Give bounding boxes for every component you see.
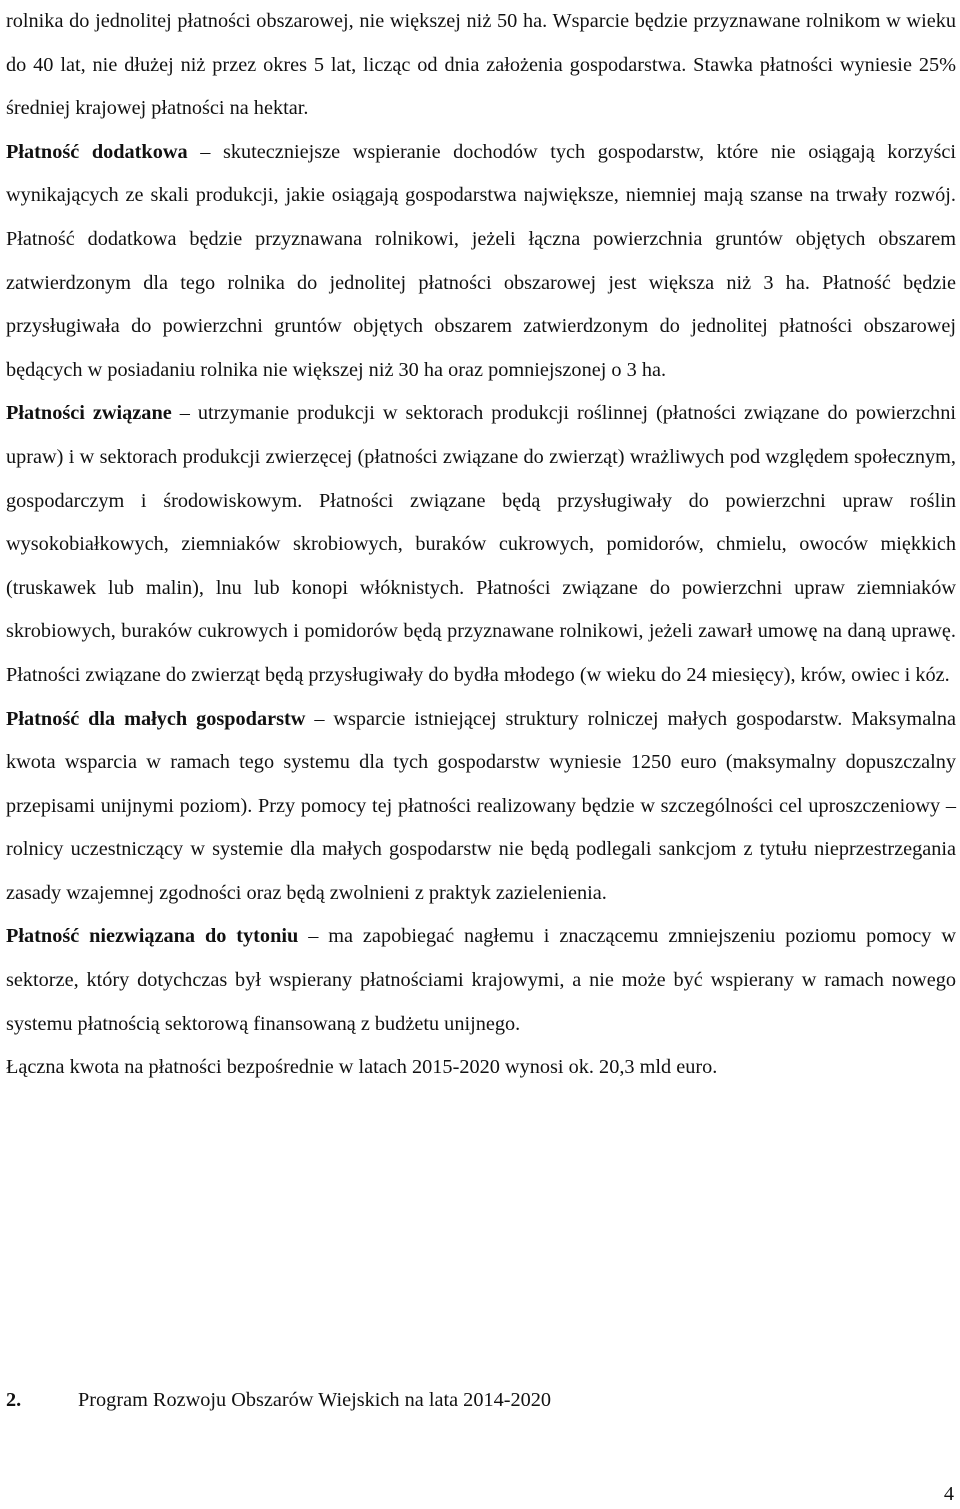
paragraph-dash: – xyxy=(200,140,211,163)
paragraph-lead: Płatności związane xyxy=(6,402,172,425)
paragraph-platnosci-zwiazane xyxy=(6,392,956,697)
paragraph-text: skuteczniejsze wspieranie dochodów tych gospodarstw, które nie osiągają korzyści wynikających ze skali produkcji, jakie osiągają gospodarstwa największe, niemniej mają szanse na trwały rozwój. Płatność dodatkowa będzie przyznawana rolnikowi, jeżeli łączna powierzchnia gruntów objętych obszarem zatwierdzonym dla tego rolnika do jednolitej płatności obszarowej jest większa niż 3 ha. Płatność będzie przysługiwała do powierzchni gruntów objętych obszarem zatwierdzonym do jednolitej płatności obszarowej będących w posiadaniu rolnika nie większej niż 30 ha oraz pomniejszonej o 3 ha. xyxy=(6,140,957,381)
paragraph-platnosc-dodatkowa xyxy=(6,131,956,393)
paragraph-text: Łączna kwota na płatności bezpośrednie w latach 2015-2020 wynosi ok. 20,3 mld euro. xyxy=(6,1056,718,1079)
page-number: 4 xyxy=(943,1483,954,1505)
paragraph-dash: – xyxy=(314,707,325,730)
paragraph-male-gospodarstwa xyxy=(6,698,956,916)
paragraph-continuation xyxy=(6,0,956,131)
paragraph-text: wsparcie istniejącej struktury rolniczej małych gospodarstw. Maksymalna kwota wsparcia w ramach tego systemu dla tych gospodarstw wyniesie 1250 euro (maksymalny dopuszczalny przepisami unijnymi poziom). Przy pomocy tej płatności realizowany będzie w szczególności cel uproszczeniowy – rolnicy uczestniczący w systemie dla małych gospodarstw nie będą podlegali sankcjom z tytułu nieprzestrzegania zasady wzajemnej zgodności oraz będą zwolnieni z praktyk zazielenienia. xyxy=(6,707,956,904)
paragraph-lead: Płatność dodatkowa xyxy=(6,140,188,163)
paragraph-dash: – xyxy=(308,925,319,948)
paragraph-tyton xyxy=(6,915,956,1046)
paragraph-laczna-kwota xyxy=(6,1046,956,1090)
paragraph-lead: Płatność dla małych gospodarstw xyxy=(6,707,306,730)
paragraph-text: utrzymanie produkcji w sektorach produkcji roślinnej (płatności związane do powierzchni upraw) i w sektorach produkcji zwierzęcej (płatności związane do zwierząt) wrażliwych pod względem społecznym, gospodarczym i środowiskowym. Płatności związane będą przysługiwały do powierzchni upraw roślin wysokobiałkowych, ziemniaków skrobiowych, buraków cukrowych, pomidorów, chmielu, owoców miękkich (truskawek lub malin), lnu lub konopi włóknistych. Płatności związane do powierzchni upraw ziemniaków skrobiowych, buraków cukrowych i pomidorów będą przyznawane rolnikowi, jeżeli zawarł umowę na daną uprawę. Płatności związane do zwierząt będą przysługiwały do bydła młodego (w wieku do 24 miesięcy), krów, owiec i kóz. xyxy=(6,402,956,686)
paragraph-lead: Płatność niezwiązana do tytoniu xyxy=(6,925,299,948)
paragraph-text: ma zapobiegać nagłemu i znaczącemu zmniejszeniu poziomu pomocy w sektorze, który dotychczas był wspierany płatnościami krajowymi, a nie może być wspierany w ramach nowego systemu płatnością sektorową finansowaną z budżetu unijnego. xyxy=(6,925,956,1035)
document-body xyxy=(6,0,956,1090)
section-heading xyxy=(6,1386,551,1414)
section-number: 2. xyxy=(6,1389,22,1411)
section-title: Program Rozwoju Obszarów Wiejskich na lata 2014-2020 xyxy=(78,1389,552,1411)
paragraph-text: rolnika do jednolitej płatności obszarowej, nie większej niż 50 ha. Wsparcie będzie przyznawane rolnikom w wieku do 40 lat, nie dłużej niż przez okres 5 lat, licząc od dnia założenia gospodarstwa. Stawka płatności wyniesie 25% średniej krajowej płatności na hektar. xyxy=(6,10,956,120)
paragraph-dash: – xyxy=(179,402,190,425)
